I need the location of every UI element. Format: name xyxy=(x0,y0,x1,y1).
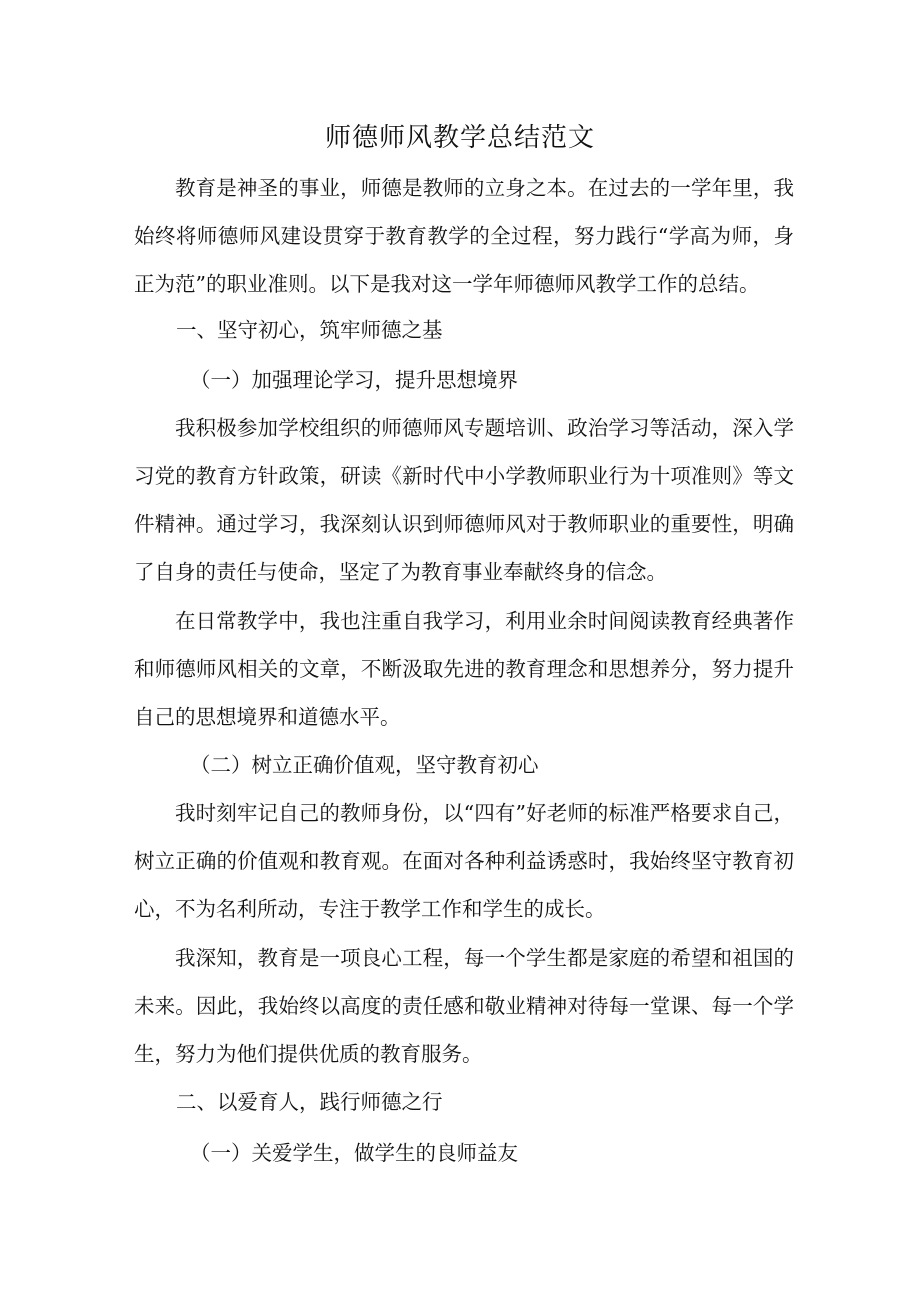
section-1-sub-2-paragraph-2: 我深知，教育是一项良心工程，每一个学生都是家庭的希望和祖国的未来。因此，我始终以高度的责任感和敬业精神对待每一堂课、每一个学生，努力为他们提供优质的教育服务。 xyxy=(134,946,794,1066)
section-1-heading: 一、坚守初心，筑牢师德之基 xyxy=(176,318,443,342)
section-2-sub-1-heading: （一）关爱学生，做学生的良师益友 xyxy=(190,1141,518,1165)
section-1-sub-1-paragraph-1: 我积极参加学校组织的师德师风专题培训、政治学习等活动，深入学习党的教育方针政策，研读《新时代中小学教师职业行为十项准则》等文件精神。通过学习，我深刻认识到师德师风对于教师职业的重要性，明确了自身的责任与使命，坚定了为教育事业奉献终身的信念。 xyxy=(134,416,794,584)
section-1-sub-2-paragraph-1: 我时刻牢记自己的教师身份，以“四有”好老师的标准严格要求自己，树立正确的价值观和教育观。在面对各种利益诱惑时，我始终坚守教育初心，不为名利所动，专注于教学工作和学生的成长。 xyxy=(134,801,794,921)
section-2-heading: 二、以爱育人，践行师德之行 xyxy=(176,1090,443,1114)
section-1-sub-2-heading: （二）树立正确价值观，坚守教育初心 xyxy=(190,753,539,777)
section-1-sub-1-heading: （一）加强理论学习，提升思想境界 xyxy=(190,368,518,392)
document-title: 师德师风教学总结范文 xyxy=(324,123,595,153)
intro-paragraph: 教育是神圣的事业，师德是教师的立身之本。在过去的一学年里，我始终将师德师风建设贯穿于教育教学的全过程，努力践行“学高为师，身正为范”的职业准则。以下是我对这一学年师德师风教学工作的总结。 xyxy=(134,176,794,296)
section-1-sub-1-paragraph-2: 在日常教学中，我也注重自我学习，利用业余时间阅读教育经典著作和师德师风相关的文章，不断汲取先进的教育理念和思想养分，努力提升自己的思想境界和道德水平。 xyxy=(134,609,794,729)
